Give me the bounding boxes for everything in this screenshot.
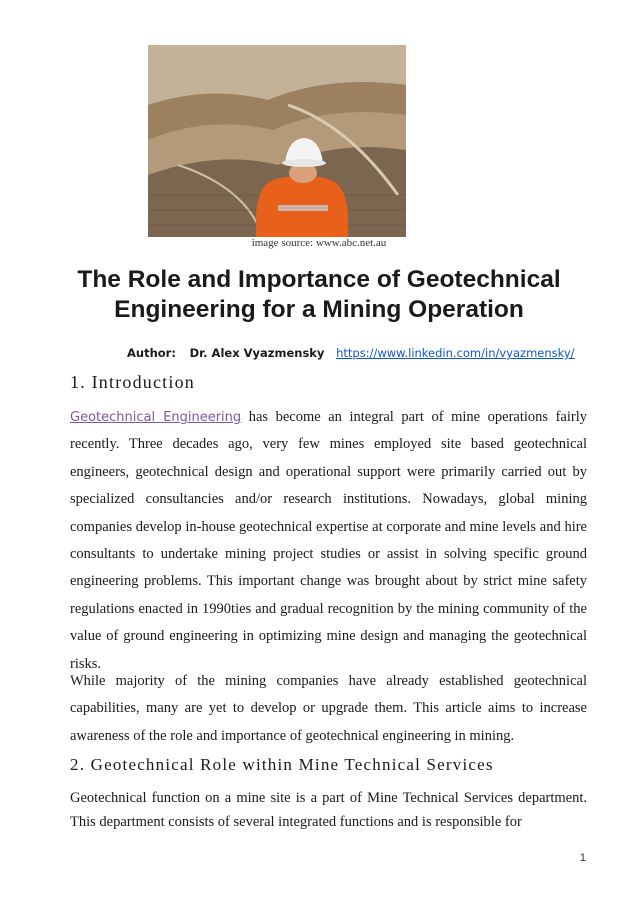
author-linkedin-link[interactable]: https://www.linkedin.com/in/vyazmensky/ [336,346,575,360]
page-number: 1 [579,852,586,864]
intro-paragraph-2: While majority of the mining companies have already established geotechnical capabilities, many are yet to develop or upgrade them. This article aims to increase awareness of the role and importance of geotechnical engineering in mining. [70,673,587,744]
section-heading-introduction: 1. Introduction [70,372,195,392]
open-pit-mine-photo [148,45,406,237]
image-caption: image source: www.abc.net.au [251,237,387,249]
geotechnical-engineering-link[interactable]: Geotechnical Engineering [70,410,242,425]
author-label: Author: [127,346,176,360]
section-heading-geotechnical-role: 2. Geotechnical Role within Mine Technical Services [70,755,494,774]
author-line [127,346,575,360]
author-name: Dr. Alex Vyazmensky [189,346,325,360]
intro-paragraph-1-text: has become an integral part of mine operations fairly recently. Three decades ago, very few mines employed site based geotechnical engineers, geotechnical design and operational support were primarily carried out by specialized consultancies and/or research institutions. Nowadays, global mining companies develop in-house geotechnical expertise at corporate and mine levels and hire consultants to undertake mining project studies or assist in solving specific ground engineering problems. This important change was brought about by strict mine safety regulations enacted in 1990ties and gradual recognition by the mining community of the value of ground engineering in optimizing mine design and managing the geotechnical risks. [70,409,587,672]
open-pit-mine-photo-icon [148,45,406,237]
document-title: The Role and Importance of Geotechnical Engineering for a Mining Operation [77,266,561,323]
section-2-paragraph-1: Geotechnical function on a mine site is a part of Mine Technical Services department. This department consists of several integrated functions and is responsible for [70,790,587,830]
intro-paragraph-1 [70,404,587,678]
